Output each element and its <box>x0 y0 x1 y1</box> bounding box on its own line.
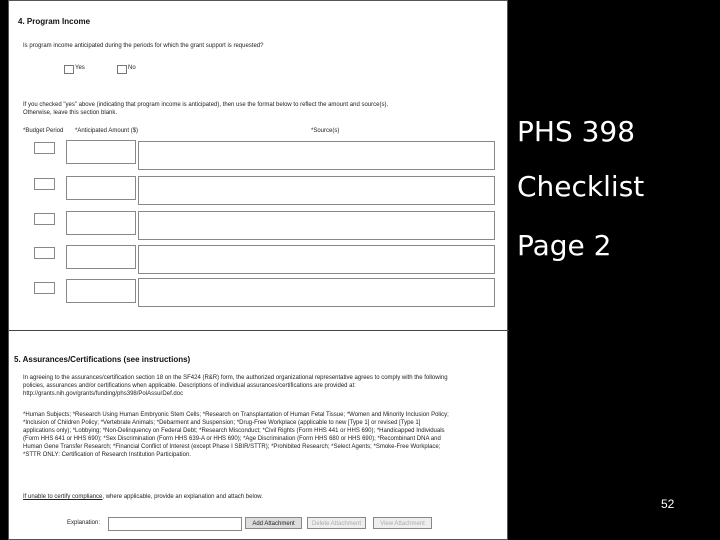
budget-period-field[interactable] <box>34 213 55 225</box>
budget-period-header: *Budget Period <box>23 128 64 134</box>
assurances-intro: In agreeing to the assurances/certification section 18 on the SF424 (R&R) form, the authorized organizational representative agrees to comply with the following policies, assurances and/or certifications when applicable. Descriptions of individual assurances/certifications are provided at: http://grants.nih.gov/grants/funding/phs398/PolAssurDef.doc <box>23 375 448 397</box>
phs398-form-page <box>8 0 508 540</box>
unable-to-certify-text <box>23 493 493 501</box>
explanation-label: Explanation: <box>67 520 101 526</box>
program-income-question: Is program income anticipated during the periods for which the grant support is requested? <box>23 43 264 49</box>
source-field[interactable] <box>138 245 495 274</box>
slide-title-line-2: Checklist <box>517 170 645 203</box>
delete-attachment-button[interactable]: Delete Attachment <box>307 517 366 529</box>
slide-title-line-3: Page 2 <box>517 229 612 262</box>
section-divider <box>9 330 509 331</box>
anticipated-amount-field[interactable] <box>66 279 136 303</box>
source-header: *Source(s) <box>311 128 340 134</box>
source-field[interactable] <box>138 176 495 205</box>
yes-label: Yes <box>75 65 85 71</box>
no-label: No <box>128 65 136 71</box>
anticipated-amount-field[interactable] <box>66 211 136 235</box>
anticipated-amount-field[interactable] <box>66 140 136 164</box>
anticipated-amount-field[interactable] <box>66 176 136 200</box>
source-field[interactable] <box>138 211 495 240</box>
unable-to-certify-rest: , where applicable, provide an explanation and attach below. <box>102 494 263 500</box>
assurances-list: *Human Subjects; *Research Using Human Embryonic Stem Cells; *Research on Transplantation of Human Fetal Tissue; *Women and Minority Inclusion Policy; *Inclusion of Children Policy; *Vertebrate Animals; *Debarment and Suspension; *Drug-Free Workplace (applicable to new [Type 1] or revised [Type 1] applications only); *Lobbying; *Non-Delinquency on Federal Debt; *Research Misconduct; *Civil Rights (Form HHS 441 or HHS 690); *Handicapped Individuals (Form HHS 641 or HHS 690); *Sex Discrimination (Form HHS 639-A or HHS 690); *Age Discrimination (Form HHS 680 or HHS 690); *Recombinant DNA and Human Gene Transfer Research; *Financial Conflict of Interest (except Phase I SBIR/STTR); *Prohibited Research; *Select Agents; *Smoke-Free Workplace; *STTR ONLY: Certification of Research Institution Participation. <box>23 412 449 458</box>
slide-page-number: 52 <box>661 497 675 511</box>
source-field[interactable] <box>138 278 495 307</box>
budget-period-field[interactable] <box>34 247 55 259</box>
budget-period-field[interactable] <box>34 178 55 190</box>
slide-title-line-1: PHS 398 <box>517 115 636 148</box>
no-checkbox[interactable] <box>117 65 127 74</box>
program-income-instruction: If you checked "yes" above (indicating that program income is anticipated), then use the format below to reflect the amount and source(s). Otherwise, leave this section blank. <box>23 102 389 116</box>
budget-period-field[interactable] <box>34 142 55 154</box>
explanation-attachment-field[interactable] <box>108 517 242 531</box>
budget-period-field[interactable] <box>34 282 55 294</box>
anticipated-amount-field[interactable] <box>66 245 136 269</box>
assurances-title: 5. Assurances/Certifications (see instructions) <box>14 355 191 364</box>
source-field[interactable] <box>138 141 495 170</box>
add-attachment-button[interactable]: Add Attachment <box>245 517 302 529</box>
program-income-title: 4. Program Income <box>18 17 91 26</box>
amount-header: *Anticipated Amount ($) <box>75 128 139 134</box>
yes-checkbox[interactable] <box>64 65 74 74</box>
view-attachment-button[interactable]: View Attachment <box>373 517 432 529</box>
unable-to-certify-link[interactable]: If unable to certify compliance <box>23 494 103 500</box>
